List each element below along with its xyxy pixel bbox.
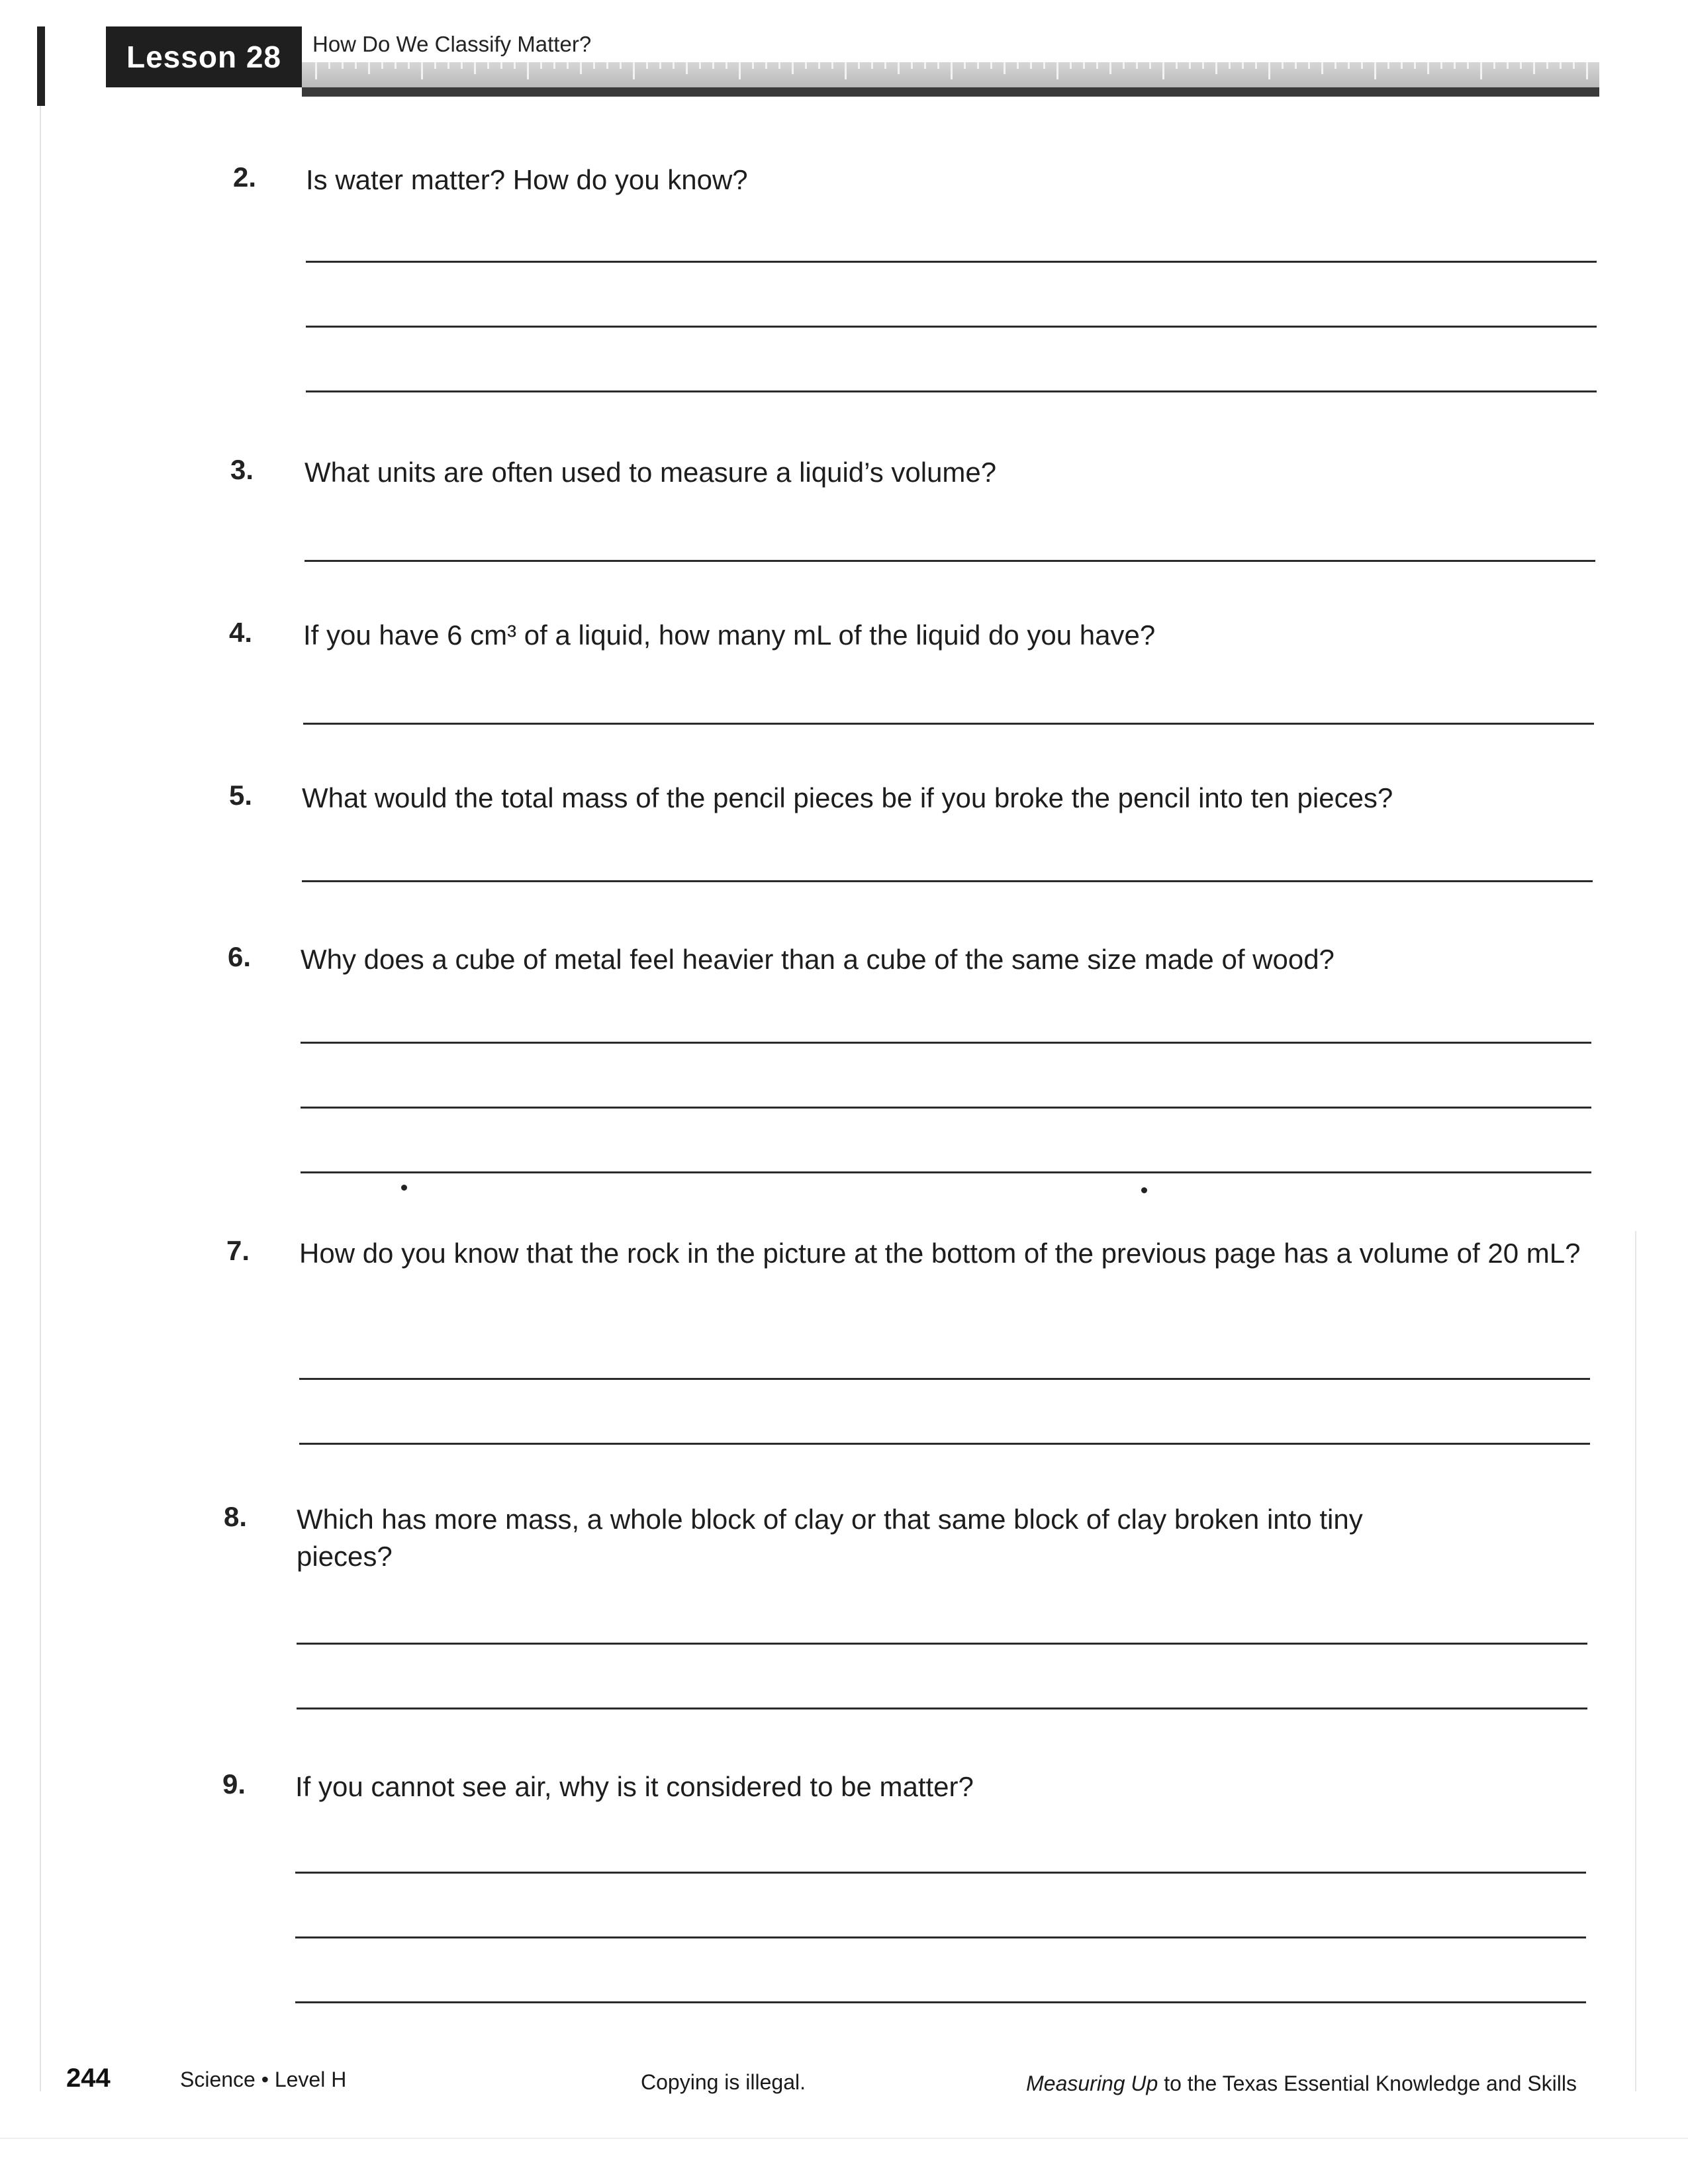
answer-line[interactable] [297,1643,1587,1645]
ruler-tick [1321,62,1323,74]
ruler-tick [646,62,648,69]
ruler-tick [871,62,873,69]
scan-dot [401,1185,407,1191]
answer-line[interactable] [302,880,1593,882]
answer-line[interactable] [301,1107,1591,1109]
ruler-tick [633,62,635,79]
question-number: 9. [222,1768,246,1799]
ruler-tick [421,62,423,79]
page-number: 244 [66,2064,111,2093]
ruler-tick [1255,62,1257,69]
ruler-tick [1361,62,1363,69]
ruler-tick [461,62,463,69]
lesson-tab: Lesson 28 [106,26,302,87]
ruler-tick [1123,62,1125,69]
answer-line[interactable] [303,723,1594,725]
ruler-tick [1401,62,1403,69]
ruler-tick [1480,62,1482,79]
ruler-tick [1295,62,1297,69]
ruler-tick [977,62,979,69]
ruler-tick [1493,62,1495,69]
ruler-tick [1308,62,1310,69]
ruler-tick [567,62,569,69]
ruler-tick [805,62,807,69]
answer-line[interactable] [295,1872,1586,1874]
binding-shadow [40,106,41,2091]
answer-line[interactable] [301,1171,1591,1173]
question-text: If you have 6 cm³ of a liquid, how many mL of the liquid do you have? [303,619,1156,651]
answer-line[interactable] [306,261,1597,263]
ruler-tick [447,62,449,69]
answer-line[interactable] [295,2001,1586,2003]
question-number: 7. [226,1235,250,1266]
answer-line[interactable] [301,1042,1591,1044]
ruler-tick [831,62,833,69]
ruler-tick [1454,62,1456,69]
ruler-tick [1149,62,1151,69]
ruler-tick [474,62,476,74]
answer-line[interactable] [297,1707,1587,1709]
ruler-tick [1056,62,1058,79]
ruler-tick [699,62,701,69]
question-text: Why does a cube of metal feel heavier than a cube of the same size made of wood? [301,944,1335,975]
question-text: What units are often used to measure a liquid’s volume? [305,457,997,488]
ruler-tick [911,62,913,69]
question-text: If you cannot see air, why is it considered to be matter? [295,1771,974,1802]
ruler-tick [434,62,436,69]
ruler-tick [1176,62,1178,69]
ruler-tick [1573,62,1575,69]
question-text: Which has more mass, a whole block of clay or that same block of clay broken into tiny pieces? [297,1504,1363,1572]
ruler-tick [898,62,900,74]
ruler-tick [381,62,383,69]
scan-edge [0,2138,1688,2139]
ruler-tick [1414,62,1416,69]
answer-line[interactable] [306,326,1597,328]
ruler-tick [884,62,886,69]
ruler-tick [1109,62,1111,74]
ruler-tick [1083,62,1085,69]
answer-line[interactable] [305,560,1595,562]
ruler-tick [553,62,555,69]
binding-mark [37,26,45,106]
ruler-tick [726,62,727,69]
ruler-tick [924,62,926,69]
ruler-tick [328,62,330,69]
ruler-tick [1162,62,1164,79]
question-text: What would the total mass of the pencil pieces be if you broke the pencil into ten pieces? [302,782,1393,813]
ruler-strip [302,62,1599,97]
ruler-tick [355,62,357,69]
question-number: 3. [230,454,254,485]
ruler-tick [739,62,741,79]
ruler-tick [487,62,489,69]
ruler-tick [1096,62,1098,69]
ruler-tick [845,62,847,79]
ruler-tick [1440,62,1442,69]
ruler-tick [540,62,542,69]
question-number: 6. [228,941,252,972]
series-title-italic: Measuring Up [1026,2071,1158,2095]
answer-line[interactable] [299,1378,1590,1380]
ruler-tick [1229,62,1231,69]
ruler-tick [990,62,992,69]
ruler-tick [606,62,608,69]
ruler-tick [752,62,754,69]
ruler-tick [792,62,794,74]
ruler-tick [858,62,860,69]
answer-line[interactable] [306,390,1597,392]
ruler-tick [1335,62,1336,69]
ruler-tick [342,62,344,69]
ruler-tick [1043,62,1045,69]
question-number: 4. [229,617,253,648]
copyright-notice: Copying is illegal. [641,2070,806,2094]
ruler-tick [1030,62,1032,69]
ruler-tick [818,62,820,69]
ruler-tick [712,62,714,69]
ruler-tick [1586,62,1588,79]
ruler-tick [593,62,595,69]
question-number: 8. [224,1501,248,1532]
question-text: Is water matter? How do you know? [306,164,748,195]
ruler-tick [1560,62,1562,69]
ruler-tick [1467,62,1469,69]
lesson-subtitle: How Do We Classify Matter? [312,32,592,56]
ruler-tick [1533,62,1535,74]
ruler-tick [1387,62,1389,69]
ruler-tick [1070,62,1072,69]
ruler-tick [1215,62,1217,74]
scan-edge-right [1635,1231,1636,2091]
ruler-tick [1374,62,1376,79]
ruler-tick [395,62,397,69]
ruler-tick [1520,62,1522,69]
course-label: Science • Level H [180,2068,347,2091]
ruler-tick [500,62,502,69]
ruler-tick [686,62,688,74]
lesson-header [106,26,1599,101]
ruler-tick [1268,62,1270,79]
ruler-tick [408,62,410,69]
ruler-tick [1282,62,1284,69]
ruler-tick [527,62,529,79]
ruler-tick [1546,62,1548,69]
ruler-tick [778,62,780,69]
ruler-tick [514,62,516,69]
ruler-tick [1017,62,1019,69]
question-text: How do you know that the rock in the picture at the bottom of the previous page has a volume of 20 mL? [299,1238,1581,1269]
question-number: 2. [233,161,257,193]
ruler-tick [1202,62,1204,69]
ruler-tick [1427,62,1429,74]
ruler-tick [659,62,661,69]
ruler-tick [937,62,939,69]
series-title-rest: to the Texas Essential Knowledge and Skills [1158,2071,1577,2095]
ruler-tick [315,62,317,79]
ruler-tick [620,62,622,69]
ruler-tick [1136,62,1138,69]
ruler-tick [1242,62,1244,69]
ruler-tick [580,62,582,74]
question-number: 5. [229,780,253,811]
ruler-tick [1004,62,1006,74]
ruler-tick [1507,62,1509,69]
ruler-tick [673,62,675,69]
answer-line[interactable] [299,1443,1590,1445]
ruler-tick [964,62,966,69]
scan-dot [1141,1187,1147,1193]
ruler-tick [1189,62,1191,69]
ruler-tick [1348,62,1350,69]
ruler-tick [368,62,370,74]
ruler-tick [765,62,767,69]
ruler-tick [951,62,953,79]
series-title [1026,2071,1577,2096]
answer-line[interactable] [295,1936,1586,1938]
